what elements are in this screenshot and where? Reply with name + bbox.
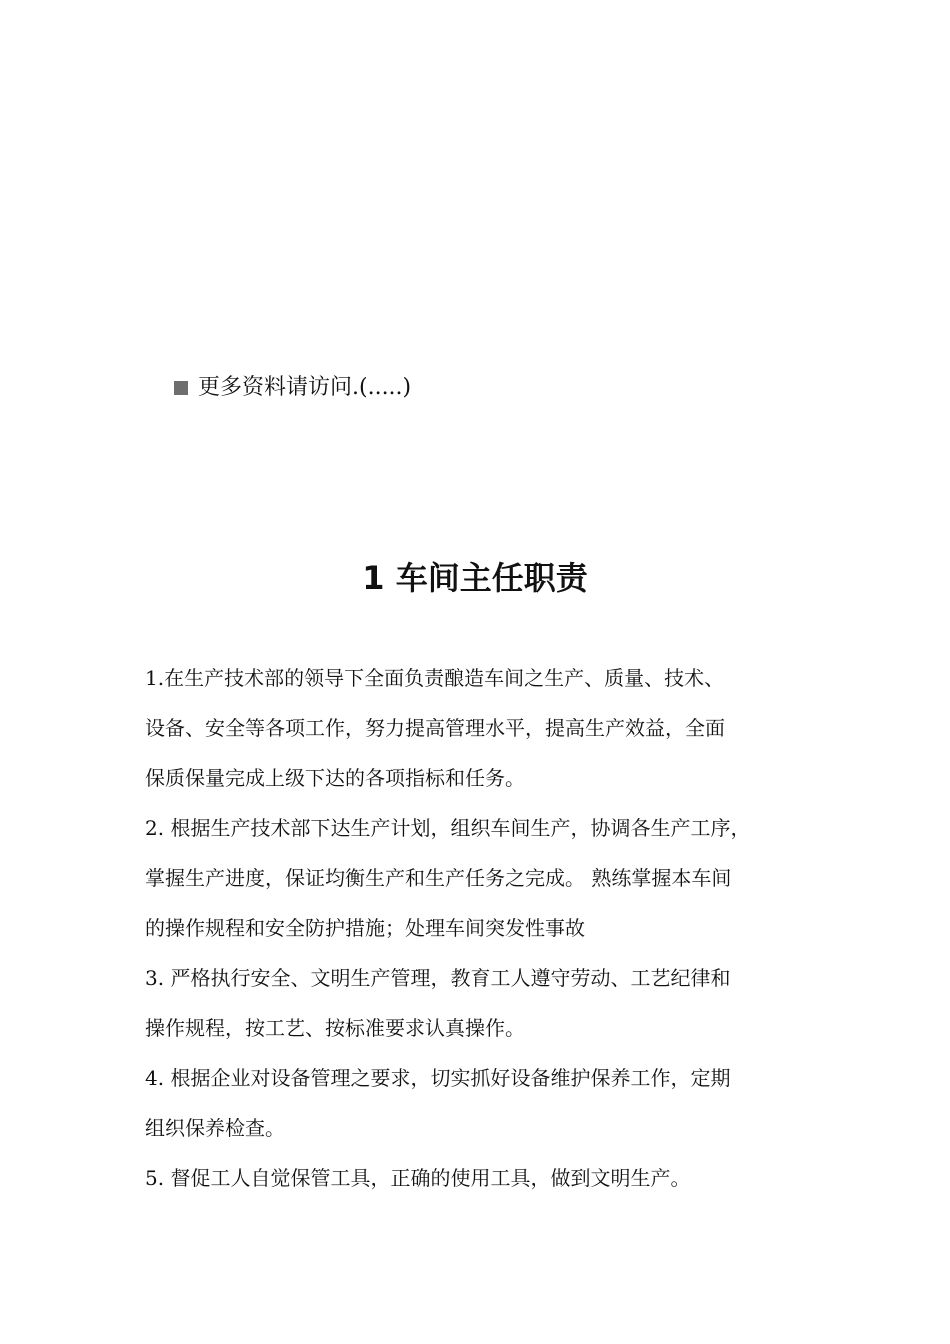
section-title: 1 车间主任职责 (362, 559, 588, 597)
body-line: 保质保量完成上级下达的各项指标和任务。 (145, 766, 525, 790)
more-info-text: 更多资料请访问.(.....) (198, 375, 412, 400)
body-line: 2. 根据生产技术部下达生产计划，组织车间生产，协调各生产工序， (145, 816, 751, 840)
body-line: 操作规程，按工艺、按标准要求认真操作。 (145, 1016, 525, 1040)
body-line: 组织保养检查。 (145, 1116, 285, 1140)
square-bullet-icon (174, 381, 188, 395)
body-line: 4. 根据企业对设备管理之要求，切实抓好设备维护保养工作，定期 (145, 1066, 731, 1090)
body-line: 3. 严格执行安全、文明生产管理，教育工人遵守劳动、工艺纪律和 (145, 966, 731, 990)
more-info-line (174, 372, 411, 404)
body-line: 5. 督促工人自觉保管工具，正确的使用工具，做到文明生产。 (145, 1166, 691, 1190)
body-line: 掌握生产进度，保证均衡生产和生产任务之完成。 熟练掌握本车间 (145, 866, 732, 890)
body-line: 设备、安全等各项工作，努力提高管理水平，提高生产效益，全面 (145, 716, 725, 740)
body-line: 的操作规程和安全防护措施；处理车间突发性事故 (145, 916, 585, 940)
duties-body (145, 653, 835, 1203)
body-line: 1.在生产技术部的领导下全面负责酿造车间之生产、质量、技术、 (145, 666, 725, 690)
